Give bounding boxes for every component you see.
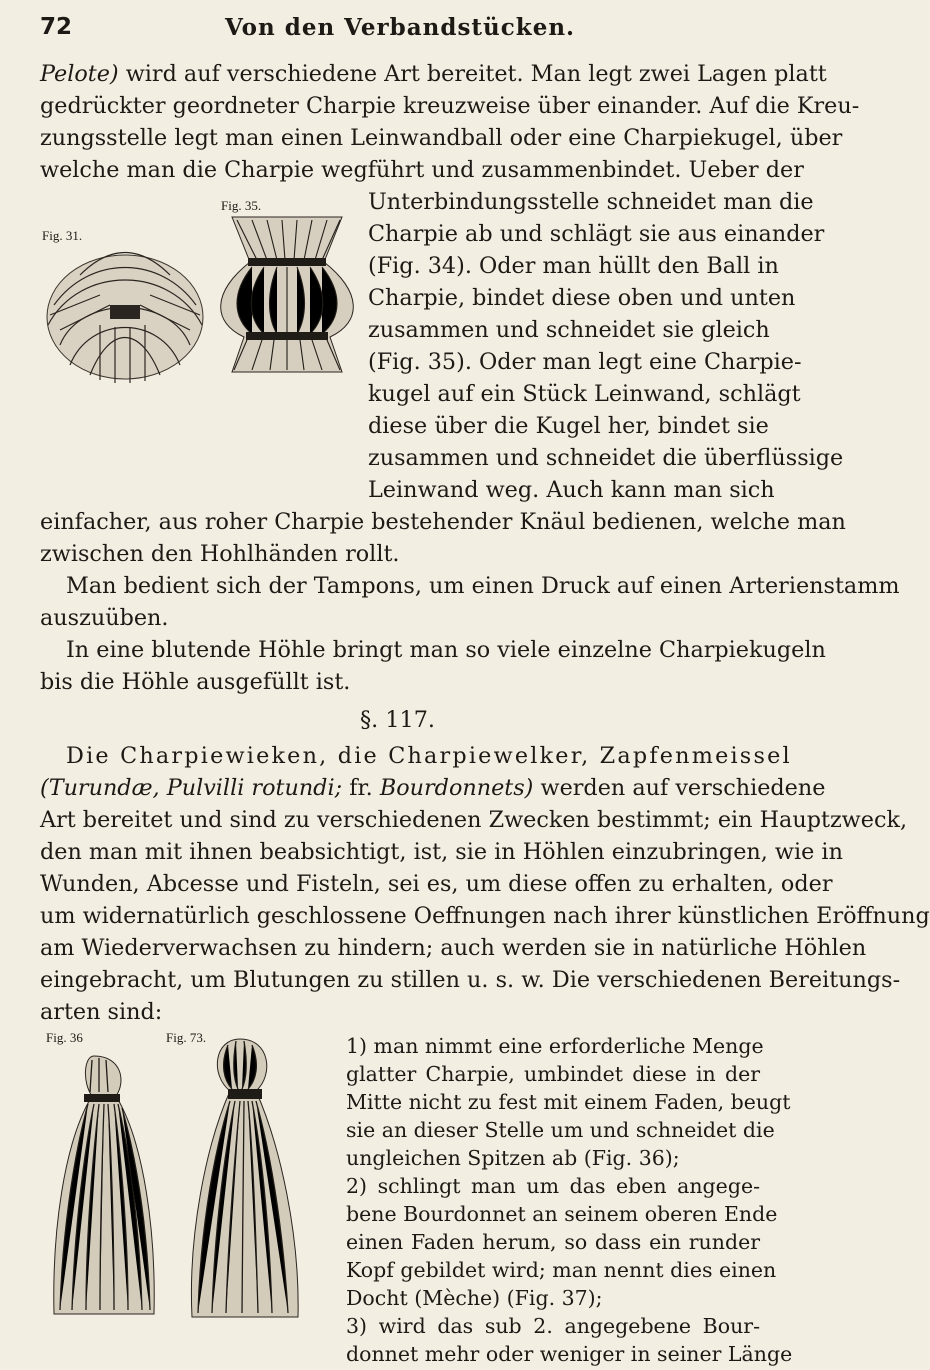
list-line: sie an dieser Stelle um und schneidet die xyxy=(346,1118,775,1142)
page-number: 72 xyxy=(40,14,73,40)
text-line: (Fig. 35). Oder man legt eine Charpie- xyxy=(368,349,802,375)
running-title: Von den Verbandstücken. xyxy=(224,14,576,41)
text-line: Unterbindungsstelle schneidet man die xyxy=(368,189,814,215)
text-line: auszuüben. xyxy=(40,605,169,631)
italic-term: Pelote) xyxy=(40,61,119,87)
list-line: Mitte nicht zu fest mit einem Faden, beugt xyxy=(346,1090,791,1114)
text-line: bis die Höhle ausgefüllt ist. xyxy=(40,669,351,695)
text-line: Die Charpiewieken, die Charpiewelker, Zapfenmeissel xyxy=(66,743,792,769)
text-line: (Turundæ, Pulvilli rotundi; fr. Bourdonnets) werden auf verschiedene xyxy=(40,775,826,801)
list-line: ungleichen Spitzen ab (Fig. 36); xyxy=(346,1146,680,1170)
italic-term: Bourdonnets) xyxy=(379,775,534,801)
text-line: Man bedient sich der Tampons, um einen Druck auf einen Arterienstamm xyxy=(66,573,900,599)
text-line: zusammen und schneidet sie gleich xyxy=(368,317,770,343)
list-line: bene Bourdonnet an seinem oberen Ende xyxy=(346,1202,778,1226)
running-header xyxy=(40,14,760,54)
text-line: zwischen den Hohlhänden rollt. xyxy=(40,541,400,567)
figure-label: Fig. 31. xyxy=(42,228,83,243)
text-line: gedrückter geordneter Charpie kreuzweise über einander. Auf die Kreu- xyxy=(40,93,860,119)
list-line: glatter Charpie, umbindet diese in der xyxy=(346,1062,760,1086)
text-line: zungsstelle legt man einen Leinwandball oder eine Charpiekugel, über xyxy=(40,125,843,151)
text-line: welche man die Charpie wegführt und zusammenbindet. Ueber der xyxy=(40,157,804,183)
text-line: Wunden, Abcesse und Fisteln, sei es, um diese offen zu erhalten, oder xyxy=(40,871,833,897)
text-line: am Wiederverwachsen zu hindern; auch werden sie in natürliche Höhlen xyxy=(40,935,867,961)
list-line: Docht (Mèche) (Fig. 37); xyxy=(346,1286,603,1310)
text-line: (Fig. 34). Oder man hüllt den Ball in xyxy=(368,253,779,279)
figure-label: Fig. 36 xyxy=(46,1030,83,1045)
charpie-tampon-illustration xyxy=(40,235,210,385)
section-heading: §. 117. xyxy=(360,707,435,733)
list-line: 1) man nimmt eine erforderliche Menge xyxy=(346,1034,764,1058)
text-line: einfacher, aus roher Charpie bestehender Knäul bedienen, welche man xyxy=(40,509,846,535)
text-line: eingebracht, um Blutungen zu stillen u. s. w. Die verschiedenen Bereitungs- xyxy=(40,967,901,993)
text-line: kugel auf ein Stück Leinwand, schlägt xyxy=(368,381,801,407)
text-line: den man mit ihnen beabsichtigt, ist, sie in Höhlen einzubringen, wie in xyxy=(40,839,843,865)
charpie-meche-illustration xyxy=(170,1035,310,1325)
text-line: Leinwand weg. Auch kann man sich xyxy=(368,477,775,503)
text-line: Art bereitet und sind zu verschiedenen Zwecken bestimmt; ein Hauptzweck, xyxy=(40,807,908,833)
text-line: Pelote) wird auf verschiedene Art bereitet. Man legt zwei Lagen platt xyxy=(40,61,827,87)
charpie-wick-illustration xyxy=(44,1052,164,1322)
text-line: zusammen und schneidet die überflüssige xyxy=(368,445,844,471)
text-line: arten sind: xyxy=(40,999,163,1025)
text-line: diese über die Kugel her, bindet sie xyxy=(368,413,769,439)
figure-label: Fig. 35. xyxy=(221,198,262,213)
list-line: Kopf gebildet wird; man nennt dies einen xyxy=(346,1258,777,1282)
list-line: 2) schlingt man um das eben angege- xyxy=(346,1174,760,1198)
text-line: Charpie ab und schlägt sie aus einander xyxy=(368,221,825,247)
charpie-ball-illustration xyxy=(212,212,362,377)
text-line: um widernatürlich geschlossene Oeffnungen nach ihrer künstlichen Eröffnung xyxy=(40,903,930,929)
italic-term: (Turundæ, Pulvilli rotundi; xyxy=(40,775,343,801)
list-line: 3) wird das sub 2. angegebene Bour- xyxy=(346,1314,760,1338)
list-line: donnet mehr oder weniger in seiner Länge xyxy=(346,1342,793,1366)
figure-label: Fig. 73. xyxy=(166,1030,207,1045)
list-line: einen Faden herum, so dass ein runder xyxy=(346,1230,760,1254)
text-line: Charpie, bindet diese oben und unten xyxy=(368,285,796,311)
text-line: In eine blutende Höhle bringt man so viele einzelne Charpiekugeln xyxy=(66,637,826,663)
